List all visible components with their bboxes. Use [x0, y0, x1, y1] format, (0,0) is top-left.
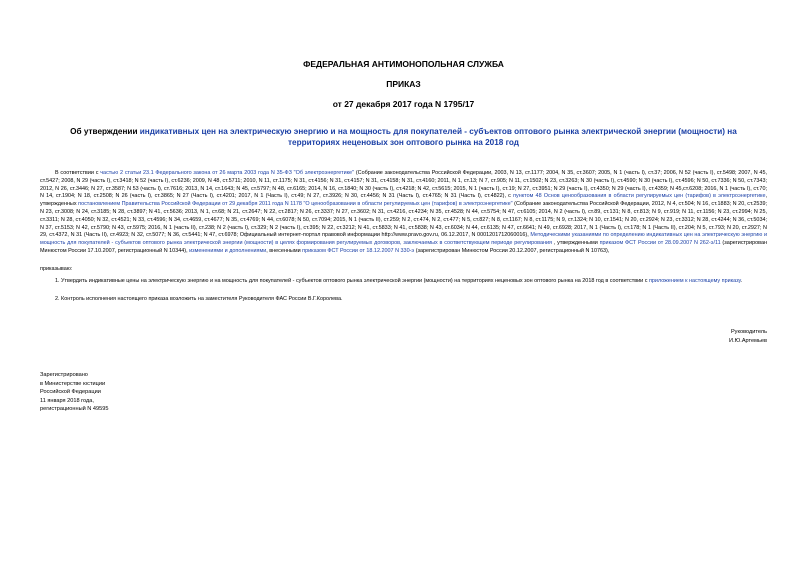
- signature-block: [40, 328, 767, 345]
- registration-line: регистрационный N 49595: [40, 406, 109, 413]
- fst-order-262-link[interactable]: приказом ФСТ России от 28.09.2007 N 262-э/11: [599, 240, 721, 247]
- signatory-role: Руководитель: [730, 329, 767, 336]
- registration-line: Зарегистрировано: [40, 372, 88, 379]
- preamble-text-8: (зарегистрирован Минюстом России 20.12.2007, регистрационный N 10763),: [414, 247, 610, 254]
- preamble-text-2: (Собрание законодательства Российской Федерации, 2003, N 13, ст.1177; 2004, N 35, ст.3607; 2005, N 1 (часть I), ст.37; 2006, N 52 (часть I), ст.5498; 2007, N 45, ст.5427; 2008, N 29 (часть I), ст.3418; N 52 (часть I), ст.6236; 2009, N 48, ст.5711; 2010, N 11, ст.1175; N 31, ст.4156; N 31, ст.4157; N 31, ст.4158; N 31, ст.4160; 2011, N 1, ст.13; N 7, ст.905; N 11, ст.1502; N 23, ст.3263; N 30 (часть I), ст.4590; N 30 (часть I), ст.4596; N 50, ст.7336; N 50, ст.7343; 2012, N 26, ст.3446; N 27, ст.3587; N 53 (часть I), ст.7616; 2013, N 14, ст.1643; N 45, ст.5797; N 48, ст.6165; 2014, N 16, ст.1840; N 30 (часть I), ст.4218; N 42, ст.5615; 2015, N 1 (часть I), ст.19; N 27, ст.3951; N 29 (часть I), ст.4350; N 29 (часть I), ст.4359; N 45,ст.6208; 2016, N 1 (часть I), ст.70; N 14, ст.1904; N 18, ст.2508; N 26 (часть I), ст.3865; N 27 (Часть I), ст.4201; 2017, N 1 (Часть I), ст.49; N 27, ст.3926; N 30, ст.4456; N 31 (Часть I), ст.4765; N 31 (Часть I), ст.4822), с: [40, 170, 767, 200]
- preamble-text-3: , утвержденных: [40, 193, 767, 208]
- agency-name: ФЕДЕРАЛЬНАЯ АНТИМОНОПОЛЬНАЯ СЛУЖБА: [303, 59, 504, 69]
- preamble-paragraph: [40, 170, 767, 256]
- document-type: ПРИКАЗ: [386, 79, 421, 89]
- fst-order-330-link[interactable]: приказом ФСТ России от 18.12.2007 N 330-э: [302, 247, 415, 254]
- order-item-2: 2. Контроль исполнения настоящего приказа возложить на заместителя Руководителя ФАС России В.Г.Королева.: [55, 296, 343, 303]
- registration-block: [40, 371, 240, 414]
- signatory-name: И.Ю.Артемьев: [729, 337, 767, 344]
- preamble-text-4: (Собрание законодательства Российской Федерации, 2012, N 4, ст.504; N 16, ст.1883; N 20, ст.2539; N 23, ст.3008; N 24, ст.3185; N 28, ст.3897; N 41, ст.5636; 2013, N 1, ст.68; N 21, ст.2647; N 22, ст.2817; N 26, ст.3337; N 27, ст.3602; N 31, ст.4216, ст.4234; N 35, ст.4528; N 44, ст.5754; N 47, ст.6105; 2014, N 2 (часть I), ст.89, ст.131; N 8, ст.813; N 9, ст.919; N 11, ст.1156; N 23, ст.2994; N 25, ст.3311; N 28, ст.4050; N 32, ст.4521; N 33, ст.4596; N 34, ст.4659, ст.4677; N 35, ст.4769; N 44, ст.6078; N 50, ст.7094; 2015, N 1 (часть II), ст.259; N 2, ст.474, N 2, ст.477; N 5, ст.827; N 8, ст.1167; N 8, ст.1175; N 9, ст.1324; N 10, ст.1541; N 20, ст.2924; N 23, ст.3312; N 28, ст.4244; N 36, ст.5034; N 37, ст.5153; N 42, ст.5790; N 43, ст.5975; 2016, N 1 (часть II), ст.238; N 2 (часть I), ст.329; N 2 (часть I), ст.395; N 22, ст.3212; N 41, ст.5833; N 41, ст.5838; N 43, ст.6034; N 44, ст.6135; N 47, ст.6641; N 49, ст.6928; 2017, N 1 (Часть I), ст.178; N 1 (Часть II), ст.204; N 5, ст.793; N 20, ст.2927; N 29, ст.4372, N 31 (Часть II), ст.4923; N 32, ст.5077; N 36, ст.5441; N 47, ст.6978; Официальный интернет-портал правовой информации http://www.pravo.gov.ru, 06.12.2017, N 0001201712060016),: [40, 201, 768, 239]
- appendix-link[interactable]: приложением к настоящему приказу: [648, 277, 741, 284]
- decree-word: приказываю:: [40, 265, 73, 272]
- preamble-text-7: , внесенными: [266, 247, 303, 254]
- registration-line: Российской Федерации: [40, 389, 101, 396]
- law-link[interactable]: частью 2 статьи 23.1 Федерального закона от 26 марта 2003 года N 35-ФЗ "Об электроэнергетике": [100, 170, 355, 176]
- methodical-guidelines-link[interactable]: Методическими указаниями по определению индикативных цен на электрическую энергию и мощность для покупателей - субъектов оптового рынка электрической энергии (мощности) в целях формирования регулируемых договоров, заключаемых в соответствующем периоде регулирования: [40, 232, 767, 247]
- preamble-text-5: , утвержденными: [551, 240, 600, 247]
- amendments-link[interactable]: изменениями и дополнениями: [189, 247, 267, 254]
- item-1-end: .: [740, 277, 743, 284]
- registration-line: 11 января 2018 года,: [40, 397, 94, 404]
- title-prefix: Об утверждении: [70, 127, 140, 136]
- pricing-basics-link[interactable]: пунктом 48 Основ ценообразования в области регулируемых цен (тарифов) в электроэнергетике: [513, 193, 766, 200]
- document-date-number: от 27 декабря 2017 года N 1795/17: [332, 99, 475, 109]
- government-resolution-link[interactable]: постановлением Правительства Российской Федерации от 29 декабря 2011 года N 1178 "О ценообразовании в области регулируемых цен (тарифов) в электроэнергетике": [78, 201, 513, 208]
- preamble-text-1: В соответствии с: [55, 170, 101, 176]
- registration-line: в Министерстве юстиции: [40, 380, 106, 387]
- item-1-text: 1. Утвердить индикативные цены на электрическую энергию и на мощность для покупателей - субъектов оптового рынка электрической энергии (мощности) на территориях неценовых зон оптового рынка на 2018 год в соответствии с: [55, 277, 649, 284]
- title-link[interactable]: индикативных цен на электрическую энергию и на мощность для покупателей - субъектов оптового рынка электрической энергии (мощности) на территориях неценовых зон оптового рынка на 2018 год: [139, 127, 737, 147]
- preamble-text-6: (зарегистрирован Минюстом России 17.10.2007, регистрационный N 10344),: [40, 240, 767, 254]
- order-item-1: [40, 278, 767, 286]
- document-title: [40, 126, 767, 148]
